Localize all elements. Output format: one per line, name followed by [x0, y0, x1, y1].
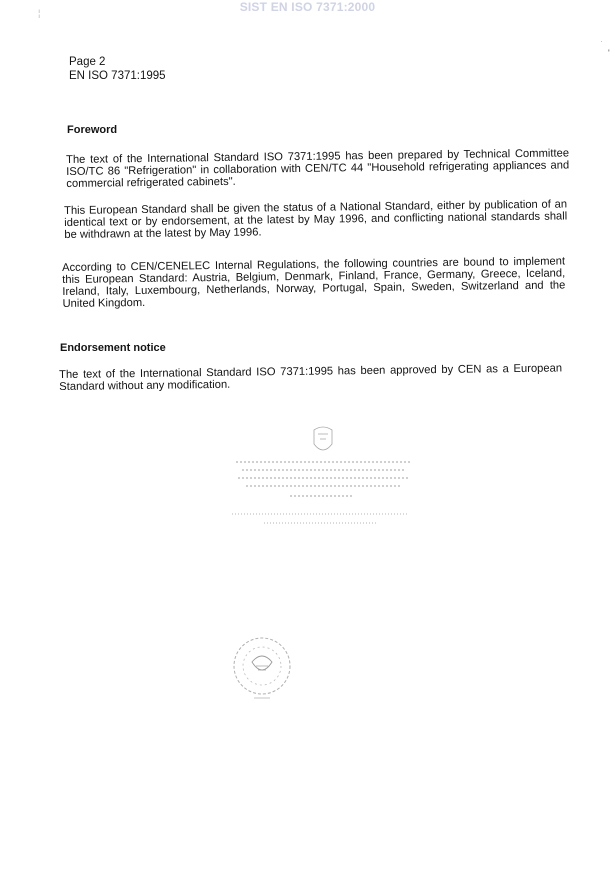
margin-mark: ·	[600, 36, 603, 46]
page-header	[69, 55, 166, 83]
endorsement-paragraph: The text of the International Standard ISO 7371:1995 has been approved by CEN as a European Standard without any modification.	[59, 362, 563, 393]
foreword-paragraph-1: The text of the International Standard ISO 7371:1995 has been prepared by Technical Committee ISO/TC 86 "Refrigeration" in collaboration with CEN/TC 44 "Household refrigerating appliances and commercial refrigerated cabinets".	[66, 147, 570, 190]
document-id: EN ISO 7371:1995	[69, 70, 166, 82]
margin-mark: '	[608, 48, 610, 58]
watermark-title: SIST EN ISO 7371:2000	[239, 0, 376, 14]
foreword-paragraph-3: According to CEN/CENELEC Internal Regulations, the following countries are bound to implement this European Standard: Austria, Belgium, Denmark, Finland, France, Germany, Greece, Iceland, Ireland, Italy, Luxembourg, Netherlands, Norway, Portugal, Spain, Sweden, Switzerland and the United Kingdom.	[62, 255, 566, 310]
faded-stamp-graphic	[228, 422, 418, 534]
page-number: Page 2	[69, 56, 106, 68]
margin-mark: ¦	[38, 8, 41, 18]
foreword-paragraph-2: This European Standard shall be given the status of a National Standard, either by publication of an identical text or by endorsement, at the latest by May 1996, and conflicting national standards shall be withdrawn at the latest by May 1996.	[64, 198, 568, 241]
round-seal-graphic	[228, 632, 298, 702]
foreword-heading: Foreword	[67, 124, 118, 136]
endorsement-heading: Endorsement notice	[60, 342, 166, 354]
